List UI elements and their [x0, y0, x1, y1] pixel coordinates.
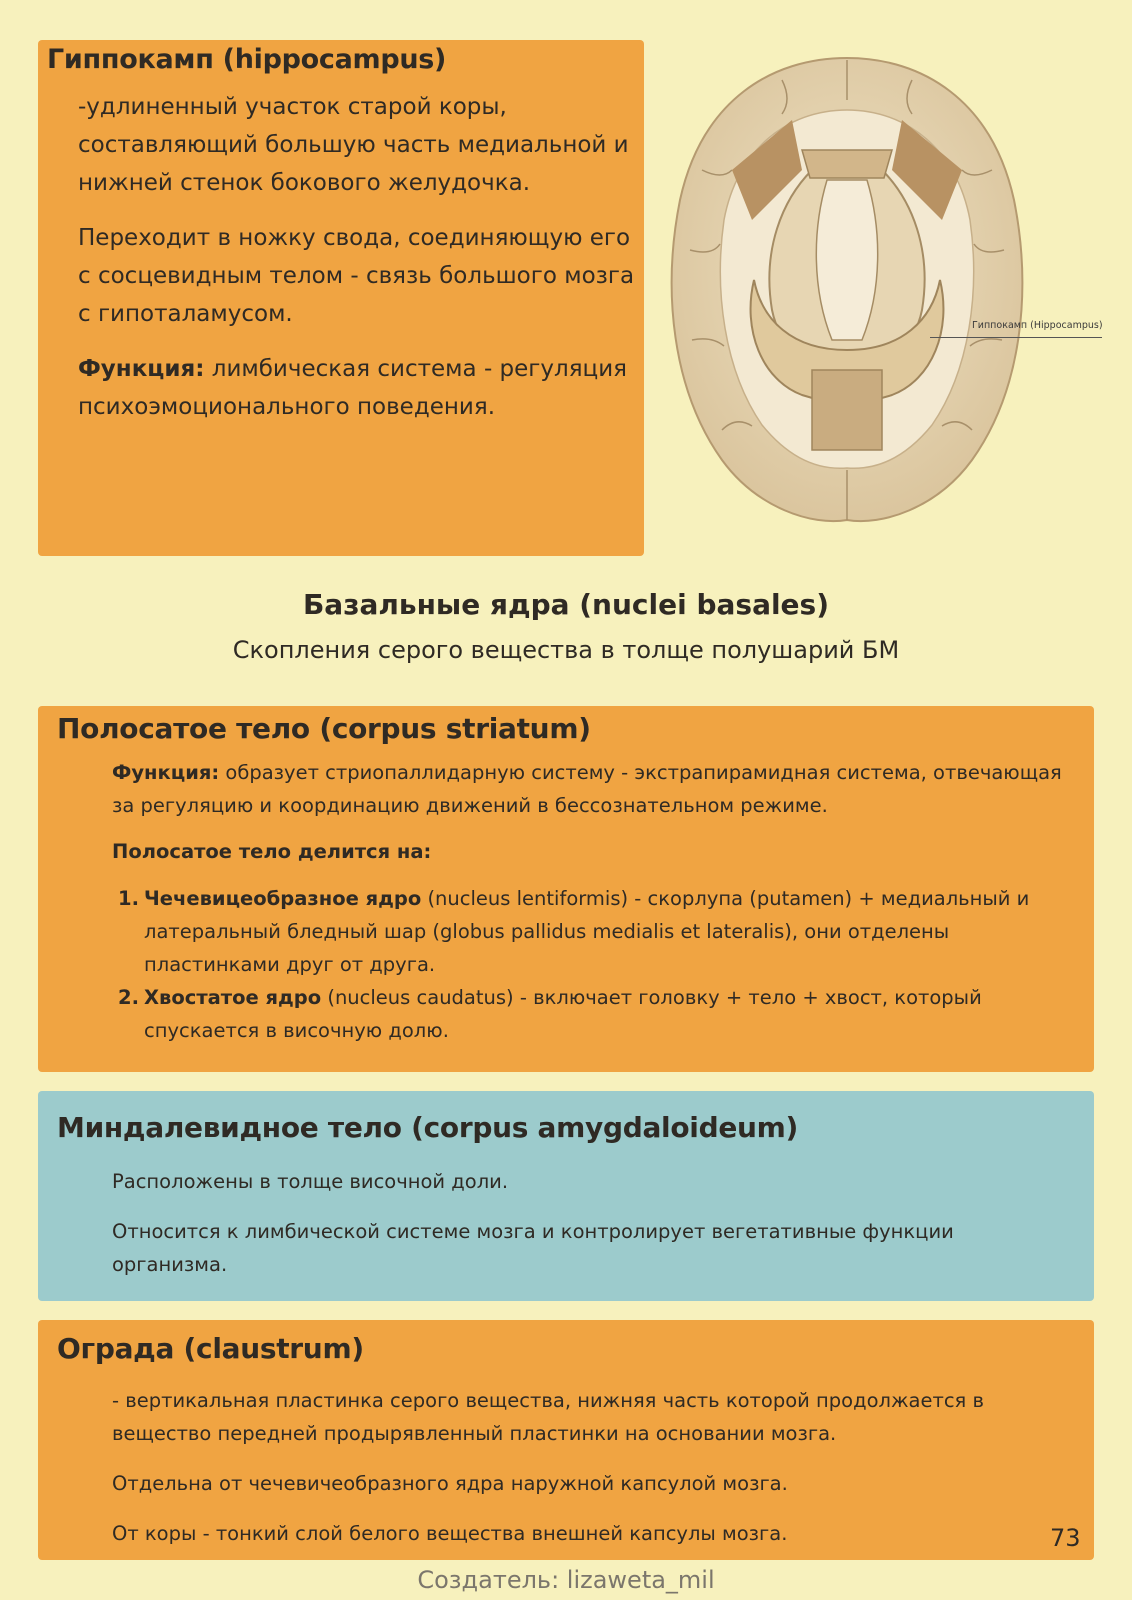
striatum-divides-label — [112, 835, 1072, 868]
footer-credit: Создатель: lizaweta_mil — [417, 1566, 715, 1594]
hippocampus-paragraph: -удлиненный участок старой коры, составляющий большую часть медиальной и нижней стенок бокового желудочка. — [78, 94, 629, 196]
hippocampus-body — [78, 88, 638, 443]
divides-label: Полосатое тело делится на: — [112, 840, 432, 863]
function-text: образует стриопаллидарную систему - экстрапирамидная система, отвечающая за регуляцию и координацию движений в бессознательном режиме. — [112, 761, 1062, 817]
hippocampus-card — [38, 40, 644, 556]
list-term: Хвостатое ядро — [144, 986, 322, 1009]
figure-label: Гиппокамп (Hippocampus) — [972, 320, 1103, 331]
claustrum-paragraph: Отдельна от чечевичеобразного ядра наружной капсулой мозга. — [112, 1472, 788, 1495]
list-item — [112, 981, 1072, 1047]
amygdala-paragraph: Расположены в толще височной доли. — [112, 1170, 509, 1193]
list-number: 1. — [118, 887, 139, 910]
claustrum-title: Ограда (claustrum) — [57, 1332, 364, 1365]
claustrum-paragraph: - вертикальная пластинка серого вещества, нижняя часть которой продолжается в вещество передней продырявленный пластинки на основании мозга. — [112, 1389, 984, 1445]
function-label: Функция: — [112, 761, 220, 784]
figure-leader-line — [930, 337, 1102, 338]
claustrum-body — [112, 1384, 1072, 1567]
hippocampus-paragraph: Переходит в ножку свода, соединяющую его с сосцевидным телом - связь большого мозга с гипоталамусом. — [78, 225, 635, 327]
section-title: Базальные ядра (nuclei basales) — [302, 588, 830, 621]
list-number: 2. — [118, 986, 139, 1009]
amygdala-paragraph: Относится к лимбической системе мозга и контролирует вегетативные функции организма. — [112, 1220, 954, 1276]
list-term: Чечевицеобразное ядро — [144, 887, 422, 910]
amygdala-body — [112, 1165, 1072, 1298]
amygdala-card — [38, 1091, 1094, 1301]
list-text: (nucleus caudatus) - включает головку + тело + хвост, который спускается в височную долю. — [144, 986, 982, 1042]
claustrum-paragraph: От коры - тонкий слой белого вещества внешней капсулы мозга. — [112, 1522, 788, 1545]
brain-section-illustration — [662, 50, 1032, 530]
claustrum-card — [38, 1320, 1094, 1560]
hippocampus-function — [78, 350, 638, 426]
striatum-function — [112, 756, 1072, 822]
function-text: лимбическая система - регуляция психоэмоционального поведения. — [78, 356, 627, 420]
striatum-body — [112, 756, 1072, 1047]
list-text: (nucleus lentiformis) - скорлупа (putamen) + медиальный и латеральный бледный шар (globus pallidus medialis et lateralis), они отделены пластинками друг от друга. — [144, 887, 1030, 976]
amygdala-title: Миндалевидное тело (corpus amygdaloideum) — [57, 1111, 799, 1144]
hippocampus-title: Гиппокамп (hippocampus) — [47, 44, 447, 75]
striatum-title: Полосатое тело (corpus striatum) — [57, 712, 591, 745]
list-item — [112, 882, 1072, 981]
striatum-card — [38, 706, 1094, 1072]
section-subtitle: Скопления серого вещества в толще полушарий БМ — [232, 636, 900, 664]
function-label: Функция: — [78, 356, 205, 382]
page-number: 73 — [1050, 1524, 1081, 1552]
striatum-list — [112, 882, 1072, 1047]
